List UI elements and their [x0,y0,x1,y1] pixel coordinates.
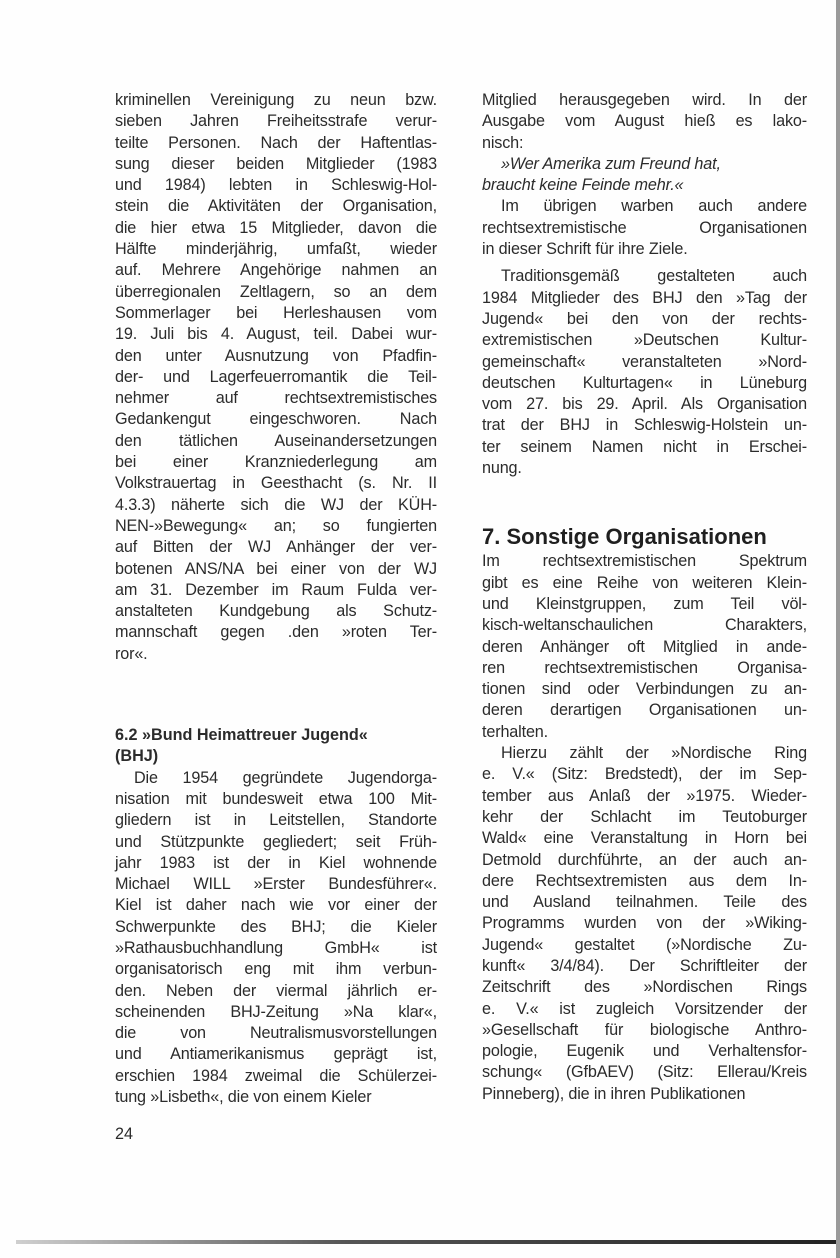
right-column [482,90,807,1105]
text-line: kriminellen Vereinigung zu neun bzw. [115,91,437,109]
text-line: deren Anhänger oft Mitglied in ande- [482,637,807,656]
text-line: pologie, Eugenik und Verhaltensfor- [482,1042,807,1061]
text-line: nisation mit bundesweit etwa 100 Mit- [115,789,437,808]
text-line: Michael WILL »Erster Bundesführer«. [115,875,437,894]
text-line: botenen ANS/NA bei einer von der WJ [115,559,437,578]
right-paragraph-3 [482,266,807,479]
text-line: den unter Ausnutzung von Pfadfin- [115,346,437,365]
text-line: ter seinem Namen nicht in Erschei- [482,437,807,456]
text-line: »Wer Amerika zum Freund hat, [501,154,721,173]
text-line: Zeitschrift des »Nordischen Rings [482,978,807,997]
text-line: nisch: [482,133,524,152]
subheading-6-2-abbrev: (BHJ) [115,747,159,766]
text-line: Kiel ist daher nach wie vor einer der [115,896,437,915]
text-line: Im übrigen warben auch andere [501,197,807,216]
text-line: Wald« eine Veranstaltung in Horn bei [482,829,807,848]
text-line: gemeinschaft« veranstalteten »Nord- [482,352,807,371]
text-line: rechtsextremistische Organisationen [482,218,807,237]
text-line: tember aus Anlaß der »1975. Wieder- [482,786,807,805]
text-line: Traditionsgemäß gestalteten auch [501,267,807,286]
text-line: Volkstrauertag in Geesthacht (s. Nr. II [115,474,437,493]
text-line: in dieser Schrift für ihre Ziele. [482,240,688,259]
text-line: überregionalen Zeltlagern, so an dem [115,282,437,301]
text-line: Hälfte minderjährig, umfaßt, wieder [115,240,437,259]
text-line: nehmer auf rechtsextremistisches [115,389,437,408]
text-line: Gedankengut eingeschworen. Nach [115,410,437,429]
text-line: sieben Jahren Freiheitsstrafe verur- [115,112,437,131]
text-line: kunft« 3/4/84). Der Schriftleiter der [482,956,807,975]
text-line: kisch-weltanschaulichen Charakters, [482,616,807,635]
page-number: 24 [115,1125,134,1143]
text-line: Programms wurden von der »Wiking- [482,914,807,933]
text-line: 19. Juli bis 4. August, teil. Dabei wur- [115,325,437,344]
text-line: trat der BHJ in Schleswig-Holstein un- [482,416,807,435]
text-line: gibt es eine Reihe von weiteren Klein- [482,573,807,592]
text-line: Die 1954 gegründete Jugendorga- [134,768,437,787]
text-line: die hier etwa 15 Mitglieder, davon die [115,218,437,237]
text-line: tionen sind oder Verbindungen zu an- [482,680,807,699]
text-line: extremistischen »Deutschen Kultur- [482,331,807,350]
left-paragraph-1 [115,90,437,665]
text-line: Mitglied herausgegeben wird. In der [482,91,807,109]
text-line: e. V.« (Sitz: Bredstedt), der im Sep- [482,765,807,784]
text-line: mannschaft gegen .den »roten Ter- [115,623,437,642]
subheading-6-2: 6.2 »Bund Heimattreuer Jugend« [115,726,368,745]
section-heading-7: 7. Sonstige Organisationen [482,524,767,550]
text-line: schung« (GfbAEV) (Sitz: Ellerau/Kreis [482,1063,807,1082]
text-line: Jugend« bei den von der rechts- [482,309,807,328]
right-paragraph-2 [482,196,807,260]
text-line: NEN-»Bewegung« an; so fungierten [115,516,437,535]
text-line: stein die Aktivitäten der Organisation, [115,197,437,216]
text-line: terhalten. [482,722,548,741]
right-paragraph-1 [482,90,807,154]
left-column [115,90,437,1108]
left-paragraph-2 [115,768,437,1109]
right-paragraph-5 [482,743,807,1105]
text-line: bei einer Kranzniederlegung am [115,453,437,472]
text-line: Ausgabe vom August hieß es lako- [482,112,807,131]
text-line: Pinneberg), die in ihren Publikationen [482,1084,746,1103]
text-line: jahr 1983 ist der in Kiel wohnende [115,853,437,872]
scan-edge-right [836,0,840,1258]
text-line: »Gesellschaft für biologische Anthro- [482,1020,807,1039]
text-line: e. V.« ist zugleich Vorsitzender der [482,999,807,1018]
right-paragraph-4 [482,551,807,743]
text-line: deutschen Kulturtagen« in Lüneburg [482,373,807,392]
text-line: den tätlichen Auseinandersetzungen [115,431,437,450]
text-line: Detmold durchführte, an der auch an- [482,850,807,869]
text-line: Schwerpunkte des BHJ; die Kieler [115,917,437,936]
text-line: und 1984) lebten in Schleswig-Hol- [115,176,437,195]
text-line: braucht keine Feinde mehr.« [482,176,684,195]
text-line: dere Rechtsextremisten aus dem In- [482,871,807,890]
text-line: Im rechtsextremistischen Spektrum [482,552,807,571]
text-line: Sommerlager bei Herleshausen vom [115,303,437,322]
text-line: teilte Personen. Nach der Haftentlas- [115,133,437,152]
text-line: 4.3.3) näherte sich die WJ der KÜH- [115,495,437,514]
spacer [482,479,807,523]
text-line: sung dieser beiden Mitglieder (1983 [115,154,437,173]
quote-block [482,154,807,197]
text-line: organisatorisch eng mit ihm verbun- [115,960,437,979]
text-line: ror«. [115,644,148,663]
text-line: auf Bitten der WJ Anhänger der ver- [115,538,437,557]
text-line: 1984 Mitglieder des BHJ den »Tag der [482,288,807,307]
text-line: gliedern ist in Leitstellen, Standorte [115,811,437,830]
text-line: Jugend« gestaltet (»Nordische Zu- [482,935,807,954]
spacer [115,665,437,725]
text-line: scheinenden BHJ-Zeitung »Na klar«, [115,1002,437,1021]
text-line: vom 27. bis 29. April. Als Organisation [482,395,807,414]
text-line: auf. Mehrere Angehörige nahmen an [115,261,437,280]
text-line: und Stützpunkte gegliedert; seit Früh- [115,832,437,851]
text-line: deren derartigen Organisationen un- [482,701,807,720]
text-line: am 31. Dezember im Raum Fulda ver- [115,580,437,599]
text-line: die von Neutralismusvorstellungen [115,1024,437,1043]
text-line: anstalteten Kundgebung als Schutz- [115,602,437,621]
scan-edge-bottom [16,1240,840,1244]
text-line: den. Neben der viermal jährlich er- [115,981,437,1000]
text-line: der- und Lagerfeuerromantik die Teil- [115,367,437,386]
text-line: erschien 1984 zweimal die Schülerzei- [115,1066,437,1085]
text-line: und Antiamerikanismus geprägt ist, [115,1045,437,1064]
text-line: ren rechtsextremistischen Organisa- [482,658,807,677]
text-line: Hierzu zählt der »Nordische Ring [501,744,807,763]
text-line: »Rathausbuchhandlung GmbH« ist [115,938,437,957]
text-line: nung. [482,459,522,478]
text-line: und Kleinstgruppen, zum Teil völ- [482,594,807,613]
text-line: kehr der Schlacht im Teutoburger [482,807,807,826]
text-line: und Ausland teilnahmen. Teile des [482,893,807,912]
text-line: tung »Lisbeth«, die von einem Kieler [115,1088,372,1107]
